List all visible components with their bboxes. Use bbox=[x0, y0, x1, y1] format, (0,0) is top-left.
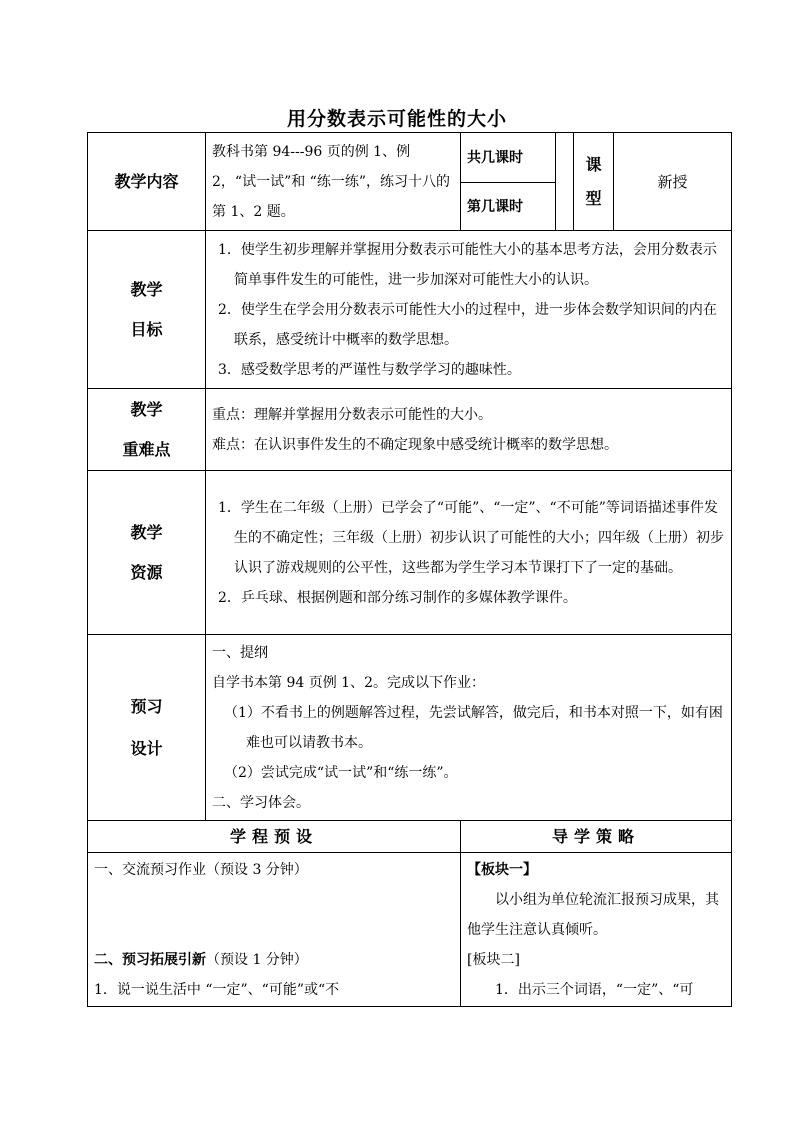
goal-item: 2．使学生在学会用分数表示可能性大小的过程中，进一步体会数学知识间的内在联系，感受统计中概率的数学思想。 bbox=[218, 301, 717, 348]
block-heading: 【板块一】 bbox=[467, 862, 537, 878]
key-item: 难点：在认识事件发生的不确定现象中感受统计概率的数学思想。 bbox=[212, 436, 618, 453]
key-label: 教学 重难点 bbox=[88, 389, 206, 471]
block-text: 1．出示三个词语，“一定”、“可 bbox=[495, 982, 694, 998]
goal-item: 1．使学生初步理解并掌握用分数表示可能性大小的基本思考方法，会用分数表示简单事件发生的可能性，进一步加深对可能性大小的认识。 bbox=[218, 241, 717, 288]
type-label: 课型 bbox=[574, 133, 614, 231]
resource-item: 2．乒乓球、根据例题和部分练习制作的多媒体教学课件。 bbox=[218, 589, 577, 606]
section-heading: 一、交流预习作业（预设 3 分钟） bbox=[94, 862, 308, 878]
goals-content bbox=[206, 231, 732, 389]
key-content bbox=[206, 389, 732, 471]
list-item: 1．说一说生活中 “一定”、“可能”或“不 bbox=[94, 982, 340, 998]
resources-label: 教学 资源 bbox=[88, 471, 206, 635]
right-column-content bbox=[461, 853, 732, 1007]
section-heading: 二、预习拓展引新（预设 1 分钟） bbox=[94, 952, 308, 968]
blank-cell bbox=[556, 133, 574, 231]
left-column-content bbox=[88, 853, 461, 1007]
block-heading: [板块二] bbox=[467, 952, 520, 968]
preview-item: （2）尝试完成“试一试”和“练一练”。 bbox=[224, 764, 458, 781]
goal-item: 3．感受数学思考的严谨性与数学学习的趣味性。 bbox=[218, 361, 521, 378]
preview-item: （1）不看书上的例题解答过程，先尝试解答，做完后，和书本对照一下，如有困难也可以请教书本。 bbox=[224, 704, 723, 751]
type-value: 新授 bbox=[614, 133, 732, 231]
resource-item: 1．学生在二年级（上册）已学会了“可能”、“一定”、“不可能”等词语描述事件发生的不确定性；三年级（上册）初步认识了可能性的大小；四年级（上册）初步认识了游戏规则的公平性，这些都为学生学习本节课打下了一定的基础。 bbox=[218, 499, 724, 576]
page-title: 用分数表示可能性的大小 bbox=[286, 108, 507, 130]
preview-label: 预习 设计 bbox=[88, 635, 206, 821]
total-hours-label: 共几课时 bbox=[461, 133, 556, 183]
preview-intro: 自学书本第 94 页例 1、2。完成以下作业： bbox=[212, 674, 485, 691]
content-text: 教科书第 94---96 页的例 1、例 2，“试一试”和 “练一练”，练习十八的第 1、2 题。 bbox=[206, 133, 461, 231]
preview-heading: 二、学习体会。 bbox=[212, 794, 310, 811]
preview-heading: 一、提纲 bbox=[212, 644, 268, 661]
key-item: 重点：理解并掌握用分数表示可能性的大小。 bbox=[212, 406, 492, 423]
which-hour-label: 第几课时 bbox=[461, 183, 556, 231]
resources-content bbox=[206, 471, 732, 635]
right-column-header: 导学策略 bbox=[461, 821, 732, 853]
content-label: 教学内容 bbox=[88, 133, 206, 231]
left-column-header: 学程预设 bbox=[88, 821, 461, 853]
goals-label: 教学 目标 bbox=[88, 231, 206, 389]
preview-content bbox=[206, 635, 732, 821]
block-text: 以小组为单位轮流汇报预习成果，其他学生注意认真倾听。 bbox=[467, 892, 719, 938]
lesson-plan-table bbox=[87, 132, 732, 1007]
